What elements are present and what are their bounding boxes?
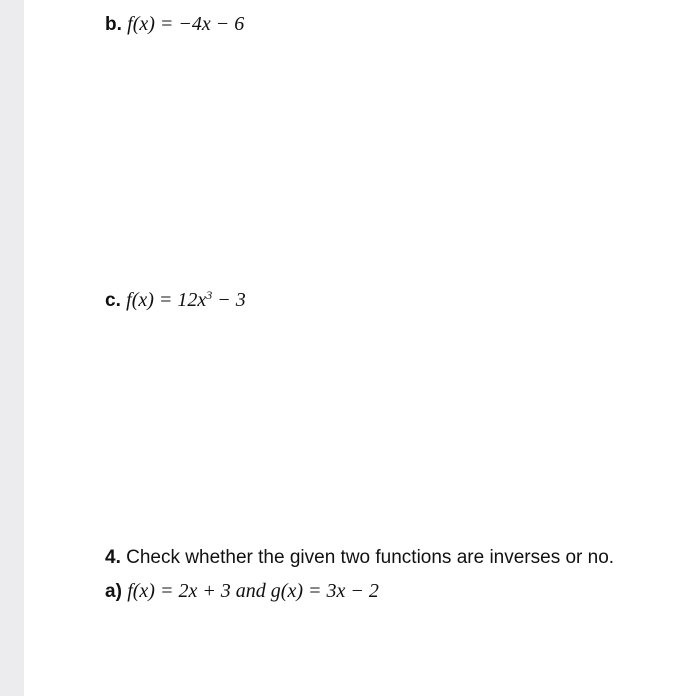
problem-c-equation xyxy=(126,289,246,311)
part-a-label: a) xyxy=(105,581,122,602)
question-4-number: 4. xyxy=(105,547,121,568)
question-4-text: Check whether the given two functions are inverses or no. xyxy=(126,547,615,568)
part-a xyxy=(105,579,379,604)
problem-c-exponent: 3 xyxy=(206,288,213,302)
part-a-equation: f(x) = 2x + 3 and g(x) = 3x − 2 xyxy=(127,580,379,602)
problem-b xyxy=(105,12,244,37)
problem-b-label: b. xyxy=(105,14,122,35)
problem-c-equation-lhs: f(x) = 12x xyxy=(126,289,207,311)
document-page xyxy=(24,0,700,696)
problem-c-label: c. xyxy=(105,290,121,311)
problem-c xyxy=(105,288,246,313)
question-4 xyxy=(105,546,614,570)
left-margin-strip xyxy=(0,0,24,696)
problem-b-equation: f(x) = −4x − 6 xyxy=(127,13,245,35)
problem-c-equation-rhs: − 3 xyxy=(212,289,246,311)
